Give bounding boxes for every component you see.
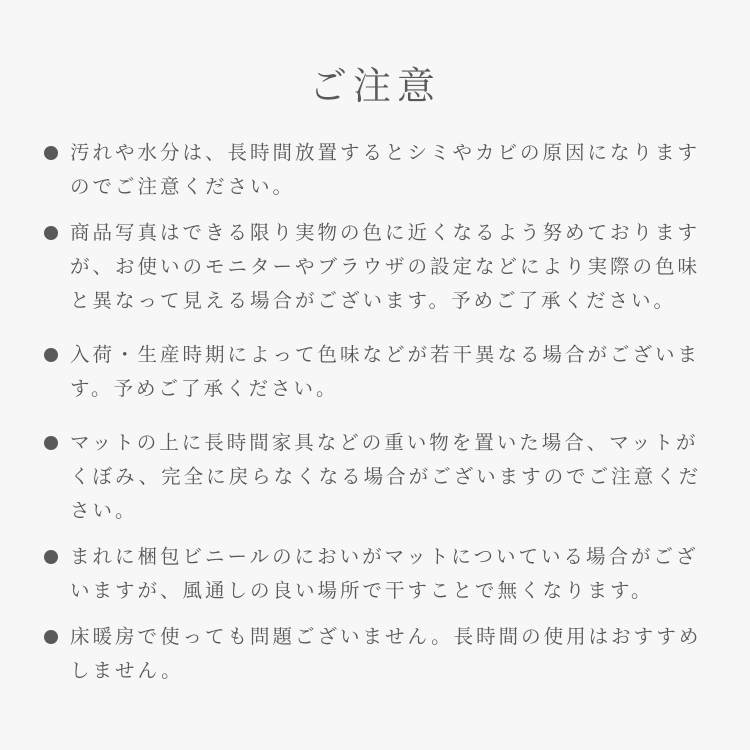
note-item <box>40 620 720 688</box>
bullet-icon <box>44 550 58 564</box>
note-item <box>40 338 720 406</box>
note-text: 商品写真はできる限り実物の色に近くなるよう努めておりますが、お使いのモニターやブラウザの設定などにより実際の色味と異なって見える場合がございます。予めご了承ください。 <box>70 221 701 312</box>
note-item <box>40 540 720 608</box>
note-item <box>40 426 720 528</box>
page-title: ご注意 <box>308 64 441 108</box>
bullet-icon <box>44 226 58 240</box>
note-item <box>40 136 720 204</box>
note-text: 入荷・生産時期によって色味などが若干異なる場合がございます。予めご了承ください。 <box>70 343 701 400</box>
note-text: マットの上に長時間家具などの重い物を置いた場合、マットがくぼみ、完全に戻らなくなる場合がございますのでご注意ください。 <box>70 431 702 522</box>
note-text: 床暖房で使っても問題ございません。長時間の使用はおすすめしません。 <box>70 625 702 682</box>
note-text: まれに梱包ビニールのにおいがマットについている場合がございますが、風通しの良い場所で干すことで無くなります。 <box>70 545 699 602</box>
note-item <box>40 216 720 318</box>
bullet-icon <box>44 436 58 450</box>
note-text: 汚れや水分は、長時間放置するとシミやカビの原因になりますのでご注意ください。 <box>70 141 701 198</box>
bullet-icon <box>44 348 58 362</box>
notes-list <box>40 136 720 688</box>
bullet-icon <box>44 146 58 160</box>
bullet-icon <box>44 630 58 644</box>
